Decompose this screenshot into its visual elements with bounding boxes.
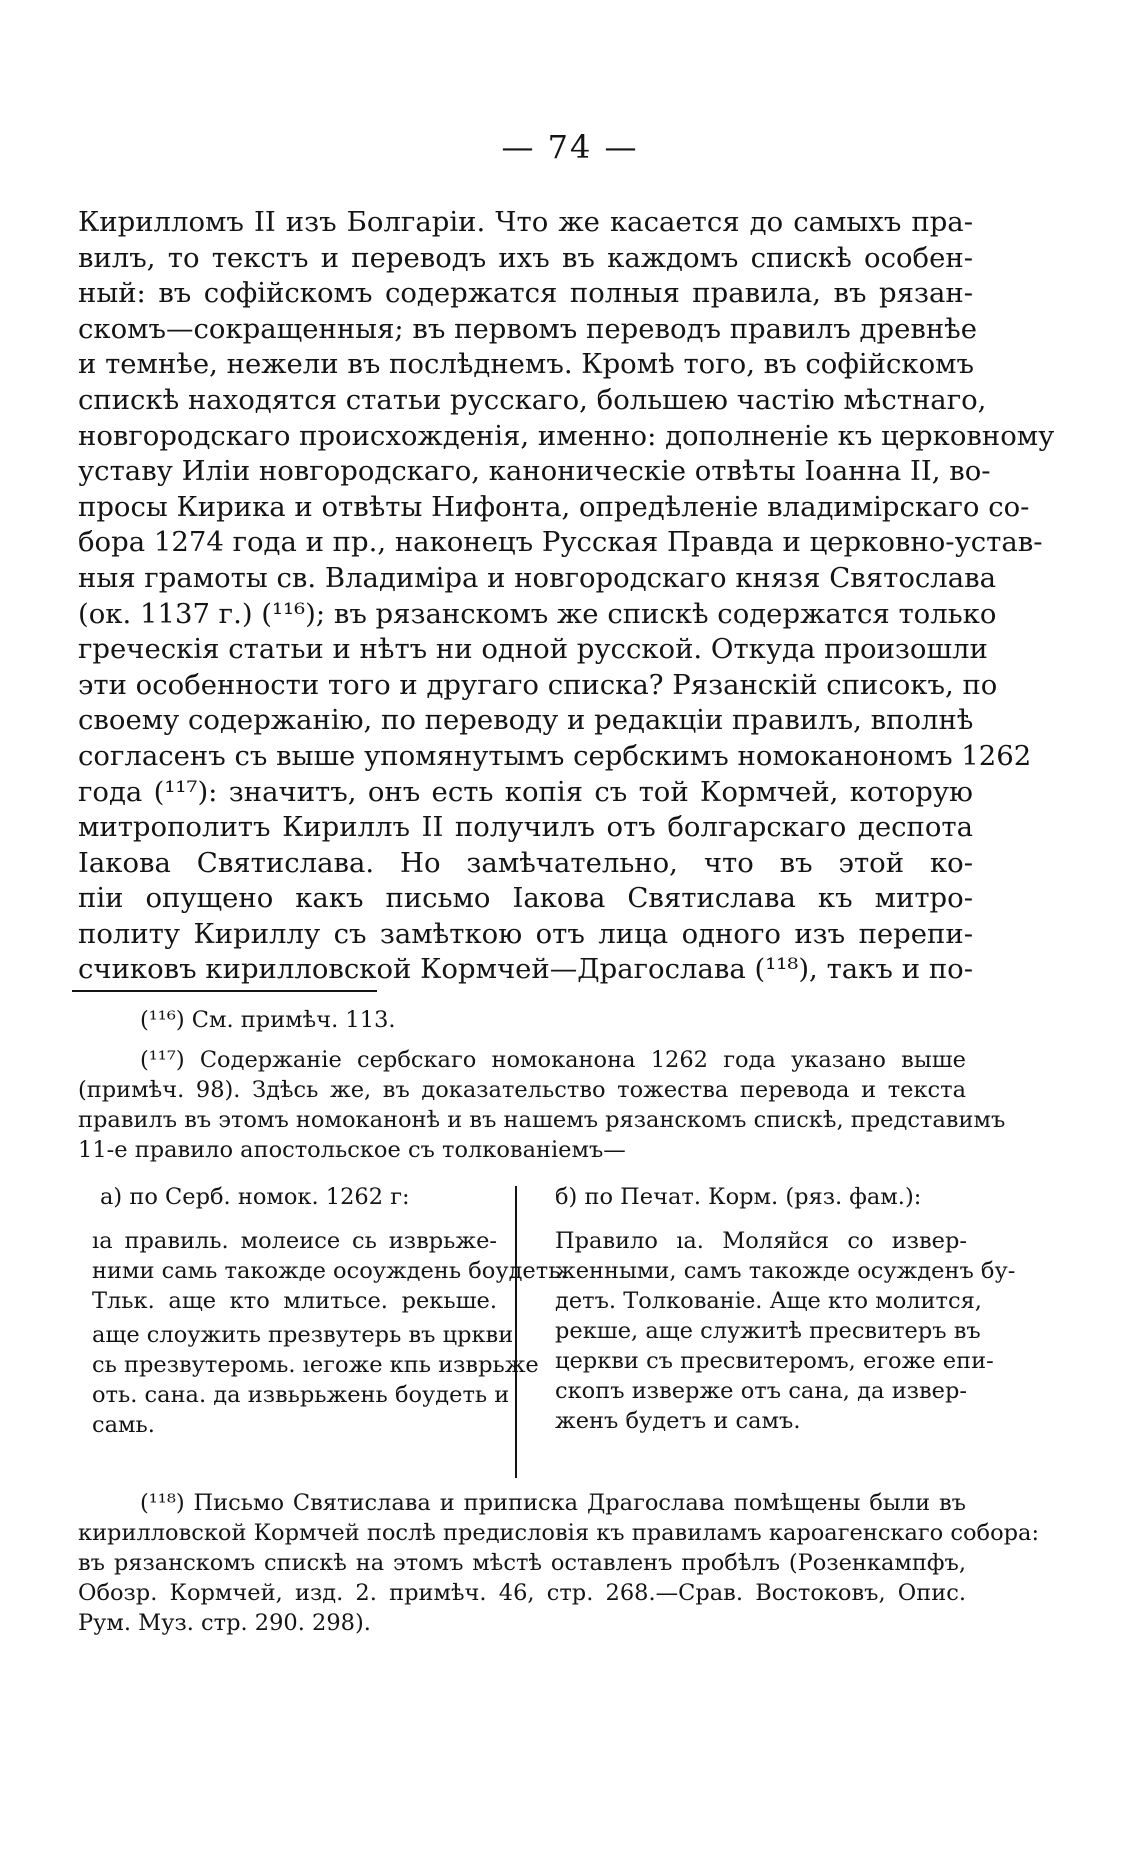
footnote-118	[78, 1488, 1040, 1638]
footnote-line: кирилловской Кормчей послѣ предисловія къ правиламъ кароагенскаго собора:	[78, 1520, 1040, 1546]
column-line: сь презвутеромь. ıегоже кпь изврьже	[92, 1352, 539, 1378]
text-line: уставу Иліи новгородскаго, каноническіе отвѣты Іоанна II, во-	[78, 455, 991, 488]
text-line: спискѣ находятся статьи русскаго, большею частію мѣстнаго,	[78, 383, 987, 416]
column-line: женными, самъ такожде осужденъ бу-	[555, 1258, 1016, 1284]
main-text	[78, 205, 1055, 988]
text-line: новгородскаго происхожденія, именно: дополненіе къ церковному	[78, 419, 1055, 452]
page-number: — 74 —	[501, 128, 639, 166]
column-printed-kormchaya	[555, 1182, 1016, 1436]
text-line: Кирилломъ II изъ Болгаріи. Что же касается до самыхъ пра-	[78, 206, 973, 238]
text-line: бора 1274 года и пр., наконецъ Русская Правда и церковно-устав-	[78, 526, 1043, 559]
column-line: аще слоужить презвутерь въ цркви	[92, 1322, 514, 1348]
column-line: Тльк. аще кто млитьсе. рекьше.	[92, 1288, 497, 1314]
text-line: Іакова Святислава. Но замѣчательно, что въ этой ко-	[78, 846, 973, 879]
text-line: піи опущено какъ письмо Іакова Святислава къ митро-	[78, 882, 973, 915]
text-line: скомъ—сокращенныя; въ первомъ переводъ правилъ древнѣе	[78, 312, 978, 345]
column-line: женъ будетъ и самъ.	[555, 1408, 801, 1434]
footnote-line: (¹¹⁷) Содержаніе сербскаго номоканона 1262 года указано выше	[140, 1047, 966, 1073]
footnote-line: (примѣч. 98). Здѣсь же, въ доказательство тожества перевода и текста	[78, 1077, 966, 1103]
footnote-line: правилъ въ этомъ номоканонѣ и въ нашемъ рязанскомъ спискѣ, представимъ	[78, 1107, 1006, 1133]
text-line: своему содержанію, по переводу и редакціи правилъ, вполнѣ	[78, 704, 974, 737]
footnote-separator	[72, 990, 377, 992]
column-line: ними самь такожде осоуждень боудеть.	[92, 1258, 568, 1284]
column-serbian-nomocanon	[92, 1182, 568, 1440]
text-line: просы Кирика и отвѣты Нифонта, опредѣленіе владимірскаго со-	[78, 490, 1030, 523]
text-line: (ок. 1137 г.) (¹¹⁶); въ рязанскомъ же спискѣ содержатся только	[78, 597, 997, 630]
text-line: согласенъ съ выше упомянутымъ сербскимъ номоканономъ 1262	[78, 739, 1032, 772]
text-line: эти особенности того и другаго списка? Рязанскій списокъ, по	[78, 668, 998, 701]
footnote-116: (¹¹⁶) См. примѣч. 113.	[140, 1007, 396, 1033]
column-line: детъ. Толкованіе. Аще кто молится,	[555, 1288, 982, 1314]
text-line: счиковъ кирилловской Кормчей—Драгослава (¹¹⁸), такъ и по-	[78, 953, 973, 986]
column-line: скопъ изверже отъ сана, да извер-	[555, 1378, 967, 1404]
footnote-117	[78, 1045, 1006, 1165]
spacer	[555, 1212, 967, 1226]
footnote-line: Рум. Муз. стр. 290. 298).	[78, 1610, 371, 1636]
text-line: года (¹¹⁷): значитъ, онъ есть копія съ той Кормчей, которую	[78, 775, 973, 808]
footnote-line: (¹¹⁸) Письмо Святислава и приписка Драгослава помѣщены были въ	[140, 1490, 966, 1516]
column-divider	[515, 1186, 517, 1478]
footnote-line: 11-е правило апостольское съ толкованіемъ—	[78, 1137, 626, 1163]
column-line: оть. сана. да извьрьжень боудеть и	[92, 1382, 510, 1408]
column-heading: б) по Печат. Корм. (ряз. фам.):	[555, 1184, 922, 1210]
column-line: ıа правиль. молеисе сь изврьже-	[92, 1228, 497, 1254]
text-line: политу Кириллу съ замѣткою отъ лица одного изъ перепи-	[78, 917, 973, 950]
footnote-line: въ рязанскомъ спискѣ на этомъ мѣстѣ оставленъ пробѣлъ (Розенкампфъ,	[78, 1550, 966, 1576]
text-line: ныя грамоты св. Владиміра и новгородскаго князя Святослава	[78, 561, 997, 594]
text-line: вилъ, то текстъ и переводъ ихъ въ каждомъ спискѣ особен-	[78, 241, 973, 274]
column-line: рекше, аще служитѣ пресвитеръ въ	[555, 1318, 981, 1344]
footnote-line: Обозр. Кормчей, изд. 2. примѣч. 46, стр. 268.—Срав. Востоковъ, Опис.	[78, 1580, 966, 1606]
column-heading: а) по Серб. номок. 1262 г:	[100, 1184, 410, 1210]
text-line: ный: въ софійскомъ содержатся полныя правила, въ рязан-	[78, 277, 973, 310]
spacer	[92, 1212, 497, 1226]
text-line: и темнѣе, нежели въ послѣднемъ. Кромѣ того, въ софійскомъ	[78, 348, 975, 381]
column-line: Правило ıа. Моляйся со извер-	[555, 1228, 967, 1254]
text-line: греческія статьи и нѣтъ ни одной русской. Откуда произошли	[78, 633, 988, 666]
column-line: самь.	[92, 1412, 155, 1438]
column-line: церкви съ пресвитеромъ, егоже епи-	[555, 1348, 994, 1374]
text-line: митрополитъ Кириллъ II получилъ отъ болгарскаго деспота	[78, 811, 973, 844]
